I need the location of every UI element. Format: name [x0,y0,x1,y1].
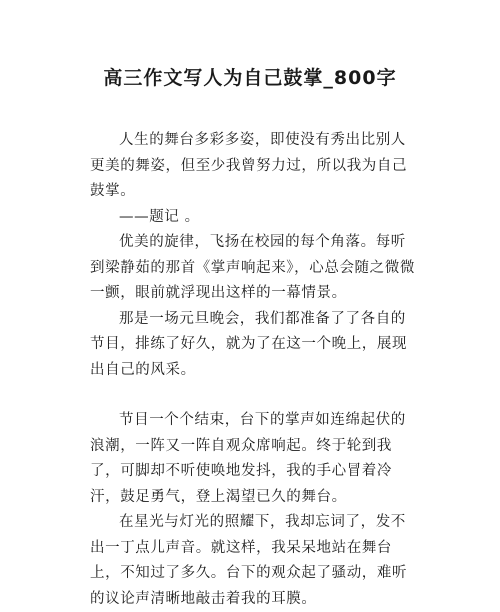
paragraph-melody: 优美的旋律，飞扬在校园的每个角落。每听到梁静茹的那首《掌声响起来》，心总会随之微微一颤，眼前就浮现出这样的一幕情景。 [90,234,415,301]
paragraph-epigraph-credit: ——题记 。 [119,208,200,225]
paragraph-intro: 人生的舞台多彩多姿，即使没有秀出比别人更美的舞姿，但至少我曾努力过，所以我为自己鼓掌。 [90,132,408,199]
article-body [90,128,420,612]
paragraph-gala: 那是一场元旦晚会，我们都准备了了各自的节目，排练了好久，就为了在这一个晚上，展现出自己的风采。 [90,310,408,378]
paragraph-forgot-lines: 在星光与灯光的照耀下，我却忘词了，发不出一丁点儿声音。就这样，我呆呆地站在舞台上，不知过了多久。台下的观众起了骚动，难听的议论声清晰地敲击着我的耳膜。 [90,514,408,607]
page-title: 高三作文写人为自己鼓掌_800字 [103,67,397,89]
paragraph-applause: 节目一个个结束，台下的掌声如连绵起伏的浪潮，一阵又一阵自观众席响起。终于轮到我了，可脚却不听使唤地发抖，我的手心冒着冷汗，鼓足勇气，登上渴望已久的舞台。 [90,412,406,505]
